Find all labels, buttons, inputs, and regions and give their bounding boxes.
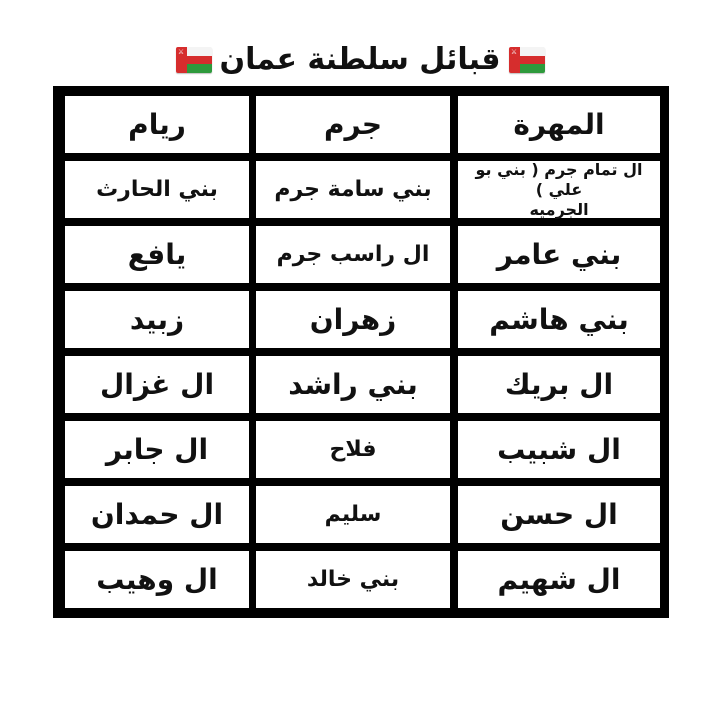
cell-line: ال تمام جرم ( بني بو علي ) [475,159,643,199]
page-title: قبائل سلطنة عمان [219,42,501,77]
table-cell [458,161,660,218]
table-cell: بني سامة جرم [256,161,450,218]
title-bar [0,38,720,82]
table-cell: ال وهيب [65,551,249,608]
table-cell: ال حمدان [65,486,249,543]
table-cell: ال راسب جرم [256,226,450,283]
table-cell: زبيد [65,291,249,348]
table-cell: بني راشد [256,356,450,413]
oman-flag-icon: ⚔ [509,47,545,73]
table-cell: زهران [256,291,450,348]
table-cell: فلاح [256,421,450,478]
table-cell: ال غزال [65,356,249,413]
table-header-cell: ريام [65,96,249,153]
table-cell: ال شهيم [458,551,660,608]
table-cell: بني عامر [458,226,660,283]
oman-flag-icon: ⚔ [176,47,212,73]
table-cell: ال بريك [458,356,660,413]
table-cell: بني خالد [256,551,450,608]
table-cell: ال شبيب [458,421,660,478]
tribes-table [53,86,669,618]
table-header-cell: جرم [256,96,450,153]
table-cell: يافع [65,226,249,283]
cell-line: الجرميه [529,199,589,219]
table-header-cell: المهرة [458,96,660,153]
table-cell: ال حسن [458,486,660,543]
table-cell: بني الحارث [65,161,249,218]
table-cell: سليم [256,486,450,543]
table-cell: بني هاشم [458,291,660,348]
table-cell: ال جابر [65,421,249,478]
